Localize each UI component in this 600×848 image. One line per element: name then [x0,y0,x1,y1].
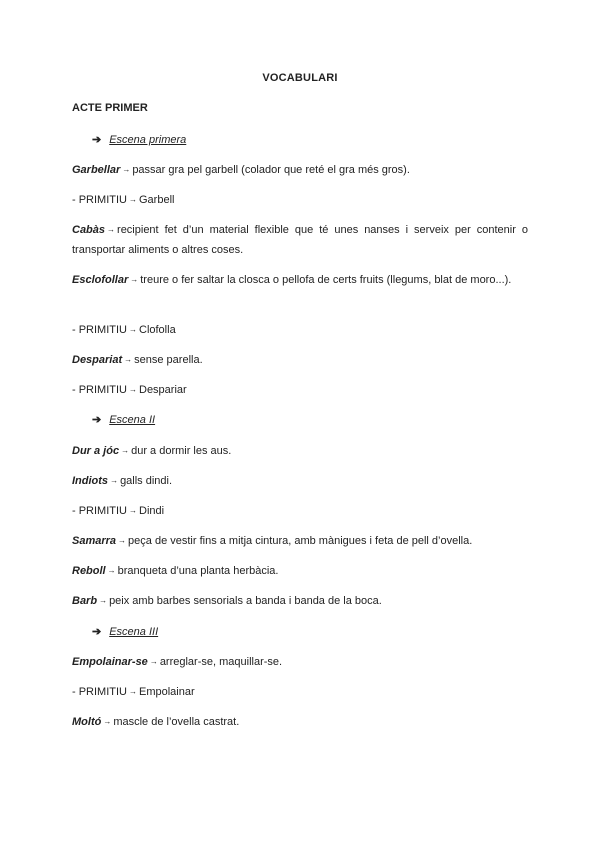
scene-label: Escena primera [109,134,187,146]
vocab-entry [72,441,528,461]
small-arrow-icon: → [107,225,116,234]
primitive-entry [72,320,528,340]
primitive-value: Despariar [139,384,187,396]
entry-definition: sense parella. [134,354,203,366]
entry-definition: recipient fet d’un material flexible que té unes nanses i serveix per contenir o transportar aliments o altres coses. [72,224,528,256]
scene-heading-1 [92,130,186,150]
vocab-entry [72,531,528,551]
primitive-entry [72,380,528,400]
entry-definition: mascle de l’ovella castrat. [113,716,240,728]
vocab-entry [72,270,528,290]
small-arrow-icon: → [99,596,108,605]
entry-term: Barb [72,595,98,607]
small-arrow-icon: → [107,566,116,575]
small-arrow-icon: → [130,275,139,284]
vocab-entry [72,220,528,260]
primitive-prefix: - PRIMITIU [72,194,127,206]
vocab-entry [72,561,528,581]
entry-term: Esclofollar [72,274,129,286]
entry-definition: peix amb barbes sensorials a banda i banda de la boca. [109,595,382,607]
vocab-entry [72,652,528,672]
entry-term: Reboll [72,565,106,577]
entry-term: Samarra [72,535,117,547]
entry-definition: peça de vestir fins a mitja cintura, amb mànigues i feta de pell d’ovella. [128,535,473,547]
entry-term: Dur a jóc [72,445,120,457]
entry-definition: passar gra pel garbell (colador que reté el gra més gros). [132,164,410,176]
scene-heading-2 [92,410,155,430]
arrow-right-icon: ➔ [92,414,102,426]
small-arrow-icon: → [122,165,131,174]
entry-definition: treure o fer saltar la closca o pellofa de certs fruits (llegums, blat de moro...). [140,274,512,286]
entry-definition: galls dindi. [120,475,173,487]
vocab-entry [72,712,528,732]
primitive-prefix: - PRIMITIU [72,384,127,396]
arrow-right-icon: ➔ [92,134,102,146]
small-arrow-icon: → [124,355,133,364]
act-heading: ACTE PRIMER [72,102,148,114]
vocab-entry [72,471,528,491]
entry-term: Empolainar-se [72,656,148,668]
entry-term: Cabàs [72,224,106,236]
scene-label: Escena III [109,626,159,638]
primitive-prefix: - PRIMITIU [72,505,127,517]
primitive-value: Garbell [139,194,175,206]
primitive-value: Empolainar [139,686,195,698]
small-arrow-icon: → [129,385,137,394]
small-arrow-icon: → [129,506,137,515]
primitive-entry [72,190,528,210]
entry-definition: arreglar-se, maquillar-se. [159,656,283,668]
scene-heading-3 [92,622,158,642]
primitive-value: Dindi [139,505,165,517]
primitive-prefix: - PRIMITIU [72,324,127,336]
vocab-entry [72,160,528,180]
primitive-entry [72,501,528,521]
small-arrow-icon: → [110,476,119,485]
small-arrow-icon: → [121,446,130,455]
small-arrow-icon: → [129,325,137,334]
vocab-entry [72,591,528,611]
arrow-right-icon: ➔ [92,626,102,638]
primitive-value: Clofolla [139,324,176,336]
entry-term: Indiots [72,475,109,487]
small-arrow-icon: → [103,717,112,726]
entry-definition: branqueta d’una planta herbàcia. [117,565,279,577]
small-arrow-icon: → [129,687,137,696]
entry-term: Despariat [72,354,123,366]
entry-definition: dur a dormir les aus. [131,445,232,457]
small-arrow-icon: → [118,536,127,545]
primitive-prefix: - PRIMITIU [72,686,127,698]
primitive-entry [72,682,528,702]
scene-label: Escena II [109,414,156,426]
vocab-entry [72,350,528,370]
entry-term: Garbellar [72,164,121,176]
small-arrow-icon: → [149,657,158,666]
entry-term: Moltó [72,716,102,728]
document-title: VOCABULARI [262,72,338,84]
small-arrow-icon: → [129,195,137,204]
